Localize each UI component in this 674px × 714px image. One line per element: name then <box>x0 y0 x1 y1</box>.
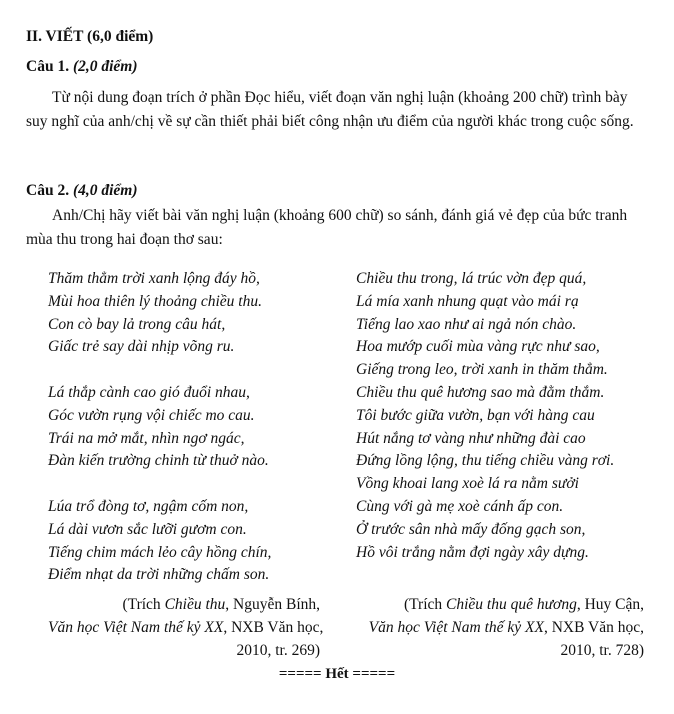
source-right-anthology: Văn học Việt Nam thế kỷ XX <box>368 619 544 636</box>
poem-line: Chiều thu trong, lá trúc vờn đẹp quá, <box>356 270 587 287</box>
poem-line: Cùng với gà mẹ xoè cánh ấp con. <box>356 497 564 515</box>
source-left-work: Chiều thu <box>164 596 226 613</box>
poem-line: Ở trước sân nhà mấy đống gạch son, <box>356 520 586 538</box>
q1-label: Câu 1. <box>26 58 70 75</box>
poem-line: Giấc trẻ say dài nhịp võng ru. <box>48 338 235 356</box>
poem-line: Điểm nhạt da trời những chấm son. <box>48 566 270 584</box>
poem-line: Mùi hoa thiên lý thoảng chiều thu. <box>48 292 262 310</box>
poem-line: Tiếng lao xao như ai ngả nón chào. <box>356 315 577 333</box>
source-left <box>48 593 324 662</box>
poem-line: Thăm thẳm trời xanh lộng đáy hồ, <box>48 270 260 287</box>
poem-line: Đứng lồng lộng, thu tiếng chiều vàng rơi. <box>356 452 615 470</box>
q2-label: Câu 2. <box>26 182 70 199</box>
source-right <box>356 593 644 662</box>
poem-line: Lúa trổ đòng tơ, ngậm cốm non, <box>48 497 249 515</box>
source-right-page: 2010, tr. 728) <box>560 642 644 659</box>
poem-line: Lá mía xanh nhung quạt vào mái rạ <box>356 292 579 310</box>
source-right-work: Chiều thu quê hương <box>446 596 577 613</box>
poem-line: Góc vườn rụng vội chiếc mo cau. <box>48 406 255 424</box>
poem-line: Lá dài vươn sắc lưỡi gươm con. <box>48 520 247 538</box>
q1-prompt: Từ nội dung đoạn trích ở phần Đọc hiểu, viết đoạn văn nghị luận (khoảng 200 chữ) trình bày suy nghĩ của anh/chị về sự cần thiết phải biết công nhận ưu điểm của người khác trong cuộc sống. <box>26 89 634 130</box>
source-left-line-1: (Trích Chiều thu, Nguyễn Bính, <box>122 596 320 613</box>
source-right-line-2: Văn học Việt Nam thế kỷ XX, NXB Văn học, <box>368 619 644 636</box>
q2-prompt: Anh/Chị hãy viết bài văn nghị luận (khoảng 600 chữ) so sánh, đánh giá vẻ đẹp của bức tranh mùa thu trong hai đoạn thơ sau: <box>26 207 628 248</box>
poem-line: Chiều thu quê hương sao mà đằm thắm. <box>356 383 605 401</box>
poem-right <box>356 268 614 564</box>
poem-line: Tiếng chim mách lẻo cây hồng chín, <box>48 543 272 561</box>
source-left-page: 2010, tr. 269) <box>236 642 320 659</box>
source-right-line-1: (Trích Chiều thu quê hương, Huy Cận, <box>403 596 644 613</box>
q1-points: (2,0 điểm) <box>72 58 138 75</box>
poem-line: Hoa mướp cuối mùa vàng rực như sao, <box>356 338 600 356</box>
source-left-line-2: Văn học Việt Nam thế kỷ XX, NXB Văn học, <box>48 619 324 636</box>
end-marker: ===== Hết ===== <box>278 666 396 682</box>
poem-line: Lá thắp cành cao gió đuổi nhau, <box>48 383 250 401</box>
poem-left <box>48 268 271 587</box>
q2-heading <box>26 182 138 200</box>
q1-heading <box>26 58 138 76</box>
poem-line: Đàn kiến trường chinh từ thuở nào. <box>48 452 269 470</box>
poem-line: Tôi bước giữa vườn, bạn với hàng cau <box>356 406 595 424</box>
q2-points: (4,0 điểm) <box>72 182 138 199</box>
poem-line: Hút nắng tơ vàng như những đài cao <box>356 429 586 447</box>
poem-line: Vồng khoai lang xoè lá ra nằm sưởi <box>356 475 579 493</box>
poem-line: Trái na mở mắt, nhìn ngơ ngác, <box>48 429 245 447</box>
poem-line: Giếng trong leo, trời xanh in thăm thẳm. <box>356 361 608 379</box>
poem-line: Hồ vôi trắng nằm đợi ngày xây dựng. <box>356 543 589 561</box>
poem-line: Con cò bay lả trong câu hát, <box>48 315 226 333</box>
section-title: II. VIẾT (6,0 điểm) <box>26 28 154 45</box>
source-left-anthology: Văn học Việt Nam thế kỷ XX <box>48 619 224 636</box>
